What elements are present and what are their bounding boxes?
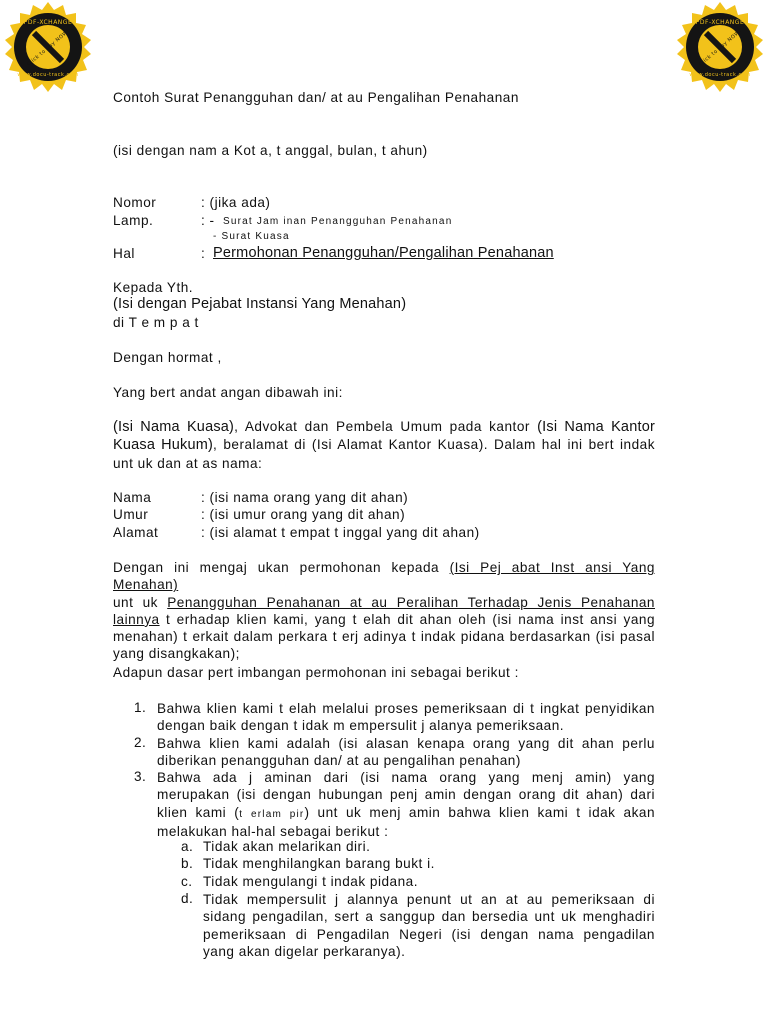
sublist-b-number: b.: [181, 856, 194, 871]
recipient-line-1: Kepada Yth.: [113, 280, 194, 295]
list-item-3-number: 3.: [134, 769, 147, 784]
client-umur-label: Umur: [113, 507, 149, 522]
client-nama-value: : (isi nama orang yang dit ahan): [201, 490, 409, 505]
badge-title-text: PDF-XCHANGE: [23, 19, 73, 26]
paragraph-request: [113, 559, 655, 663]
client-umur-value: : (isi umur orang yang dit ahan): [201, 507, 406, 522]
pdf-xchange-badge-left[interactable]: [0, 0, 96, 96]
badge-buy-text: Click to buy NOW!: [697, 28, 744, 68]
request-line-5: yang disangkakan);: [113, 646, 240, 662]
badge-buy-text: Click to buy NOW!: [25, 28, 72, 68]
list-item-3-line-3: klien kami (t erlam pir) unt uk menj amin bahwa klien kami t idak akan: [157, 804, 655, 820]
paragraph-identity: [113, 418, 655, 472]
identity-line-1: (Isi Nama Kuasa), Advokat dan Pembela Umum pada kantor (Isi Nama Kantor: [113, 419, 655, 435]
intro-line: Yang bert andat angan dibawah ini:: [113, 385, 343, 400]
badge-title-text: PDF-XCHANGE: [695, 19, 745, 26]
request-line-1: Dengan ini mengaj ukan permohonan kepada (Isi Pej abat Inst ansi Yang Menahan): [113, 560, 655, 593]
hal-colon: :: [201, 246, 206, 261]
letter-heading: Contoh Surat Penangguhan dan/ at au Pengalihan Penahanan: [113, 90, 519, 105]
sublist-a: Tidak akan melarikan diri.: [203, 839, 371, 854]
hal-value: Permohonan Penangguhan/Pengalihan Penahanan: [213, 245, 554, 261]
identity-line-2: Kuasa Hukum), beralamat di (Isi Alamat Kantor Kuasa). Dalam hal ini bert indak: [113, 437, 655, 454]
lamp-item-2: - Surat Kuasa: [213, 231, 290, 242]
salutation: Dengan hormat ,: [113, 350, 222, 365]
request-line-2: unt uk Penangguhan Penahanan at au Peralihan Terhadap Jenis Penahanan: [113, 594, 655, 610]
client-alamat-label: Alamat: [113, 525, 159, 540]
nomor-label: Nomor: [113, 195, 157, 210]
sublist-c-number: c.: [181, 874, 193, 889]
grounds-intro: Adapun dasar pert imbangan permohonan ini sebagai berikut :: [113, 665, 519, 680]
request-line-3: lainnya t erhadap klien kami, yang t elah dit ahan oleh (isi nama inst ansi yang: [113, 611, 656, 627]
sublist-a-number: a.: [181, 839, 194, 854]
badge-url-text: www.docu-track.com: [17, 72, 79, 78]
recipient-line-3: di T e m p a t: [113, 315, 199, 330]
list-item-1: Bahwa klien kami t elah melalui proses pemeriksaan di t ingkat penyidikan dengan baik dengan t idak m empersulit j alanya pemeriksaan.: [157, 701, 655, 734]
sublist-d-number: d.: [181, 891, 194, 906]
list-item-1-number: 1.: [134, 700, 147, 715]
list-item-2-number: 2.: [134, 735, 147, 750]
lamp-item-1: Surat Jam inan Penangguhan Penahanan: [223, 216, 453, 227]
request-line-4: menahan) t erkait dalam perkara t erj adinya t indak pidana berdasarkan (isi pasal: [113, 629, 655, 645]
client-nama-label: Nama: [113, 490, 152, 505]
client-alamat-value: : (isi alamat t empat t inggal yang dit ahan): [201, 525, 480, 540]
place-date: (isi dengan nam a Kot a, t anggal, bulan, t ahun): [113, 143, 428, 158]
sublist-b: Tidak menghilangkan barang bukt i.: [203, 856, 435, 871]
recipient-line-2: (Isi dengan Pejabat Instansi Yang Menahan): [113, 296, 407, 312]
pdf-xchange-badge-right[interactable]: [672, 0, 768, 96]
list-item-2: Bahwa klien kami adalah (isi alasan kenapa orang yang dit ahan perlu diberikan penangguhan dan/ at au pengalihan penahan): [157, 736, 655, 769]
badge-url-text: www.docu-track.com: [689, 72, 751, 78]
identity-line-3: unt uk dan at as nama:: [113, 455, 263, 471]
lamp-prefix: : -: [201, 213, 215, 228]
list-item-3: Bahwa ada j aminan dari (isi nama orang yang menj amin) yang merupakan (isi dengan hubungan penj amin dengan orang dit ahan) dari klien kami (t erlam pir) unt uk menj amin bahwa klien kami t idak akan melakukan hal-hal sebagai berikut :: [157, 770, 655, 839]
nomor-value: : (jika ada): [201, 195, 271, 210]
sublist-d: Tidak mempersulit j alannya penunt ut an at au pemeriksaan di sidang pengadilan, sert a sanggup dan bersedia unt uk menghadiri pemeriksaan di Pengadilan Negeri (isi dengan nama pengadilan yang akan digelar perkaranya).: [203, 892, 655, 959]
hal-label: Hal: [113, 246, 135, 261]
sublist-c: Tidak mengulangi t indak pidana.: [203, 874, 419, 889]
lamp-label: Lamp.: [113, 213, 154, 228]
